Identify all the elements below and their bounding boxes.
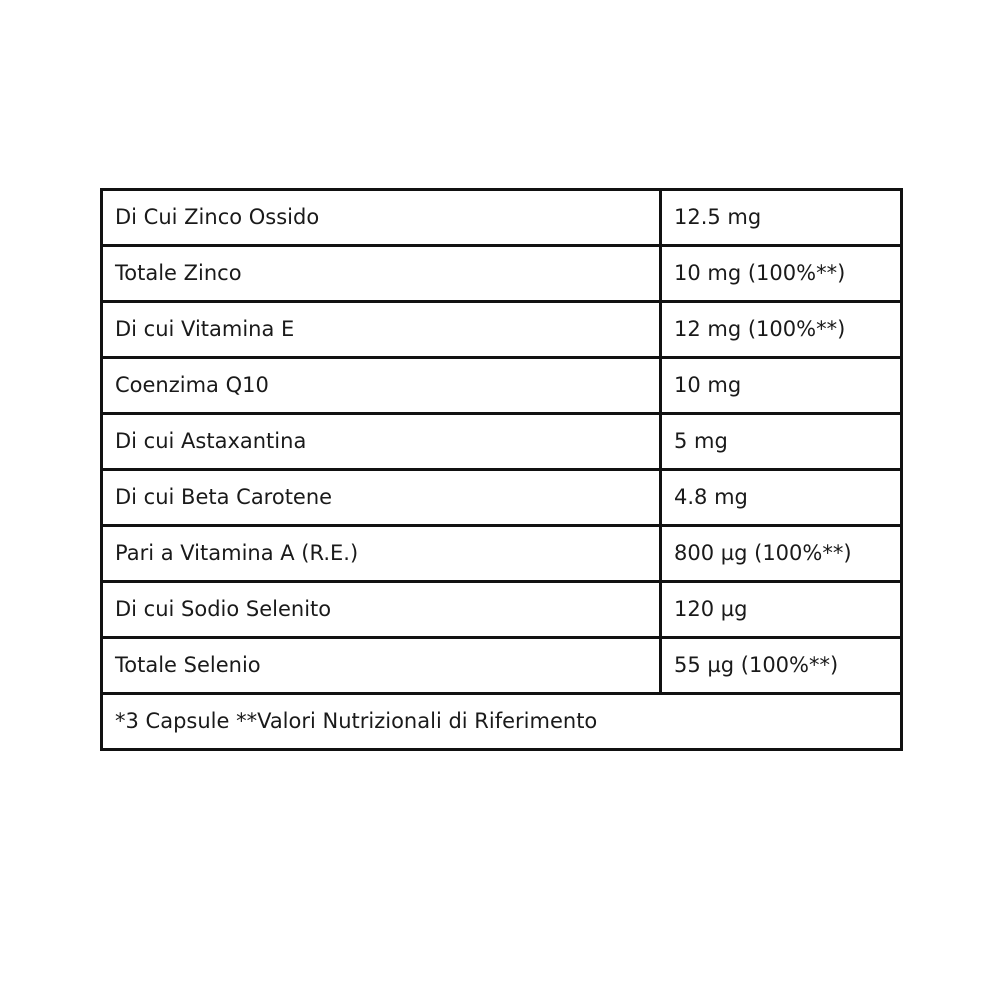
nutrient-value-cell: 800 µg (100%**) — [661, 526, 902, 582]
table-row — [102, 470, 902, 526]
footnote-cell: *3 Capsule **Valori Nutrizionali di Riferimento — [102, 694, 902, 750]
nutrient-name-cell: Totale Zinco — [102, 246, 661, 302]
nutrient-name-cell: Coenzima Q10 — [102, 358, 661, 414]
footnote-row — [102, 694, 902, 750]
table-row — [102, 414, 902, 470]
nutrient-name-cell: Di cui Astaxantina — [102, 414, 661, 470]
nutrient-value-cell: 12.5 mg — [661, 190, 902, 246]
nutrient-value-cell: 5 mg — [661, 414, 902, 470]
table-row — [102, 582, 902, 638]
nutrient-name-cell: Di cui Beta Carotene — [102, 470, 661, 526]
nutrient-value-cell: 12 mg (100%**) — [661, 302, 902, 358]
table-row — [102, 358, 902, 414]
nutrient-value-cell: 4.8 mg — [661, 470, 902, 526]
table-row — [102, 246, 902, 302]
nutrient-name-cell: Totale Selenio — [102, 638, 661, 694]
nutrient-value-cell: 55 µg (100%**) — [661, 638, 902, 694]
table-row — [102, 190, 902, 246]
nutrient-name-cell: Di Cui Zinco Ossido — [102, 190, 661, 246]
nutrient-value-cell: 120 µg — [661, 582, 902, 638]
table-row — [102, 302, 902, 358]
nutrition-facts-table — [100, 188, 903, 751]
table-row — [102, 638, 902, 694]
nutrient-value-cell: 10 mg — [661, 358, 902, 414]
nutrient-name-cell: Pari a Vitamina A (R.E.) — [102, 526, 661, 582]
table-row — [102, 526, 902, 582]
nutrient-value-cell: 10 mg (100%**) — [661, 246, 902, 302]
nutrient-name-cell: Di cui Sodio Selenito — [102, 582, 661, 638]
nutrient-name-cell: Di cui Vitamina E — [102, 302, 661, 358]
